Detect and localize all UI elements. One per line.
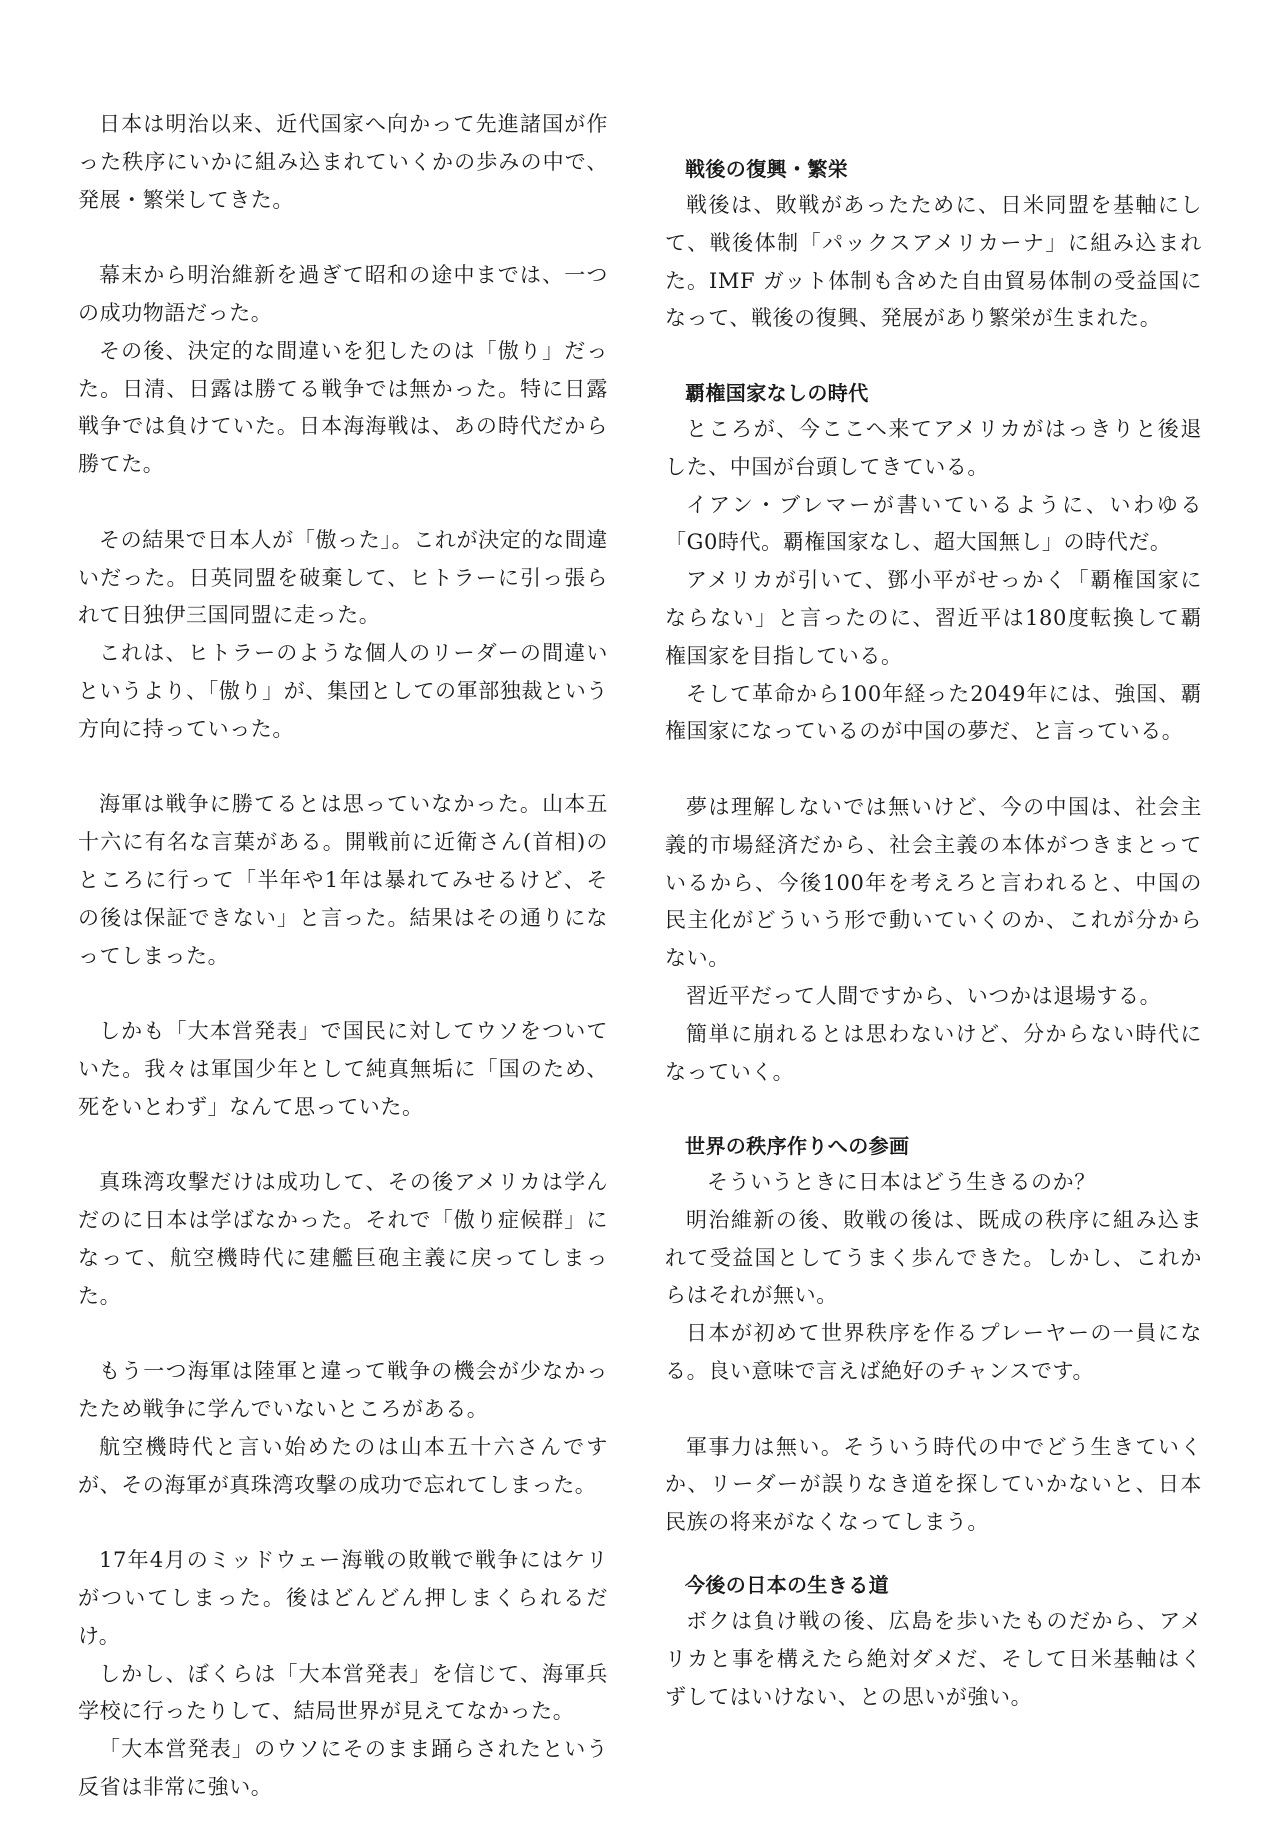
paragraph-gap xyxy=(665,1391,1202,1429)
paragraph: ところが、今ここへ来てアメリカがはっきりと後退した、中国が台頭してきている。 xyxy=(665,417,1202,479)
section-japan-path xyxy=(665,1568,1202,1716)
section-postwar xyxy=(665,152,1202,338)
paragraph: もう一つ海軍は陸軍と違って戦争の機会が少なかったため戦争に学んでいないところがある。 xyxy=(78,1359,608,1422)
paragraph: 日本が初めて世界秩序を作るプレーヤーの一員になる。良い意味で言えば絶好のチャンスです。 xyxy=(665,1321,1202,1383)
section-heading: 今後の日本の生きる道 xyxy=(685,1573,889,1597)
paragraph-gap xyxy=(78,975,608,1013)
paragraph: そういうときに日本はどう生きるのか？ xyxy=(707,1170,1096,1194)
section-world-order xyxy=(665,1129,1202,1542)
paragraph-gap xyxy=(78,219,608,257)
paragraph: 簡単に崩れるとは思わないけど、分からない時代になっていく。 xyxy=(665,1021,1202,1084)
paragraph: 17年4月のミッドウェー海戦の敗戦で戦争にはケリがついてしまった。後はどんどん押しまくられるだけ。 xyxy=(78,1548,608,1648)
paragraph: 幕末から明治維新を過ぎて昭和の途中までは、一つの成功物語だった。 xyxy=(78,263,608,325)
paragraph-gap xyxy=(665,751,1202,789)
section-heading: 世界の秩序作りへの参画 xyxy=(685,1134,910,1158)
paragraph-gap xyxy=(78,1316,608,1354)
paragraph-gap xyxy=(78,749,608,787)
paragraph: 習近平だって人間ですから、いつかは退場する。 xyxy=(686,983,1162,1008)
section-heading: 戦後の復興・繁栄 xyxy=(685,157,849,181)
paragraph: そして革命から100年経った2049年には、強国、覇権国家になっているのが中国の夢だ、と言っている。 xyxy=(665,681,1202,744)
paragraph: 明治維新の後、敗戦の後は、既成の秩序に組み込まれて受益国としてうまく歩んできた。しかし、これからはそれが無い。 xyxy=(665,1207,1202,1308)
paragraph: 戦後は、敗戦があったために、日米同盟を基軸にして、戦後体制「パックスアメリカーナ」に組み込まれた。IMF ガット体制も含めた自由貿易体制の受益国になって、戦後の復興、発展があり繁栄が生まれた。 xyxy=(665,193,1202,331)
section-no-hegemon xyxy=(665,376,1202,1091)
paragraph-gap xyxy=(78,1504,608,1542)
paragraph: しかも「大本営発表」で国民に対してウソをついていた。我々は軍国少年として純真無垢に「国のため、死をいとわず」なんて思っていた。 xyxy=(78,1019,608,1119)
paragraph: ボクは負け戦の後、広島を歩いたものだから、アメリカと事を構えたら絶対ダメだ、そして日米基軸はくずしてはいけない、との思いが強い。 xyxy=(665,1609,1202,1709)
paragraph-gap xyxy=(78,1127,608,1165)
paragraph: アメリカが引いて、鄧小平がせっかく「覇権国家にならない」と言ったのに、習近平は180度転換して覇権国家を目指している。 xyxy=(665,568,1202,668)
paragraph: 日本は明治以来、近代国家へ向かって先進諸国が作った秩序にいかに組み込まれていくかの歩みの中で、発展・繁栄してきた。 xyxy=(78,112,608,212)
paragraph: 海軍は戦争に勝てるとは思っていなかった。山本五十六に有名な言葉がある。開戦前に近衛さん(首相)のところに行って「半年や1年は暴れてみせるけど、その後は保証できない」と言った。結果はその通りになってしまった。 xyxy=(78,792,608,968)
paragraph: しかし、ぼくらは「大本営発表」を信じて、海軍兵学校に行ったりして、結局世界が見えてなかった。 xyxy=(78,1661,608,1724)
paragraph: その後、決定的な間違いを犯したのは「傲り」だった。日清、日露は勝てる戦争では無かった。特に日露戦争では負けていた。日本海海戦は、あの時代だから勝てた。 xyxy=(78,338,608,477)
paragraph: 軍事力は無い。そういう時代の中でどう生きていくか、リーダーが誤りなき道を探していかないと、日本民族の将来がなくなってしまう。 xyxy=(665,1434,1202,1535)
section-heading: 覇権国家なしの時代 xyxy=(685,381,869,405)
paragraph: これは、ヒトラーのような個人のリーダーの間違いというより、「傲り」が、集団としての軍部独裁という方向に持っていった。 xyxy=(78,641,608,741)
paragraph: その結果で日本人が「傲った」。これが決定的な間違いだった。日英同盟を破棄して、ヒトラーに引っ張られて日独伊三国同盟に走った。 xyxy=(78,527,608,628)
left-column xyxy=(78,106,608,1807)
paragraph: 航空機時代と言い始めたのは山本五十六さんですが、その海軍が真珠湾攻撃の成功で忘れてしまった。 xyxy=(78,1434,608,1497)
paragraph: イアン・ブレマーが書いているように、いわゆる「G0時代。覇権国家なし、超大国無し」の時代だ。 xyxy=(665,492,1202,555)
paragraph: 「大本営発表」のウソにそのまま踊らされたという反省は非常に強い。 xyxy=(78,1737,608,1800)
paragraph: 夢は理解しないでは無いけど、今の中国は、社会主義的市場経済だから、社会主義の本体がつきまとっているから、今後100年を考えろと言われると、中国の民主化がどういう形で動いていくのか、これが分からない。 xyxy=(665,794,1202,971)
paragraph-gap xyxy=(78,484,608,522)
paragraph: 真珠湾攻撃だけは成功して、その後アメリカは学んだのに日本は学ばなかった。それで「傲り症候群」になって、航空機時代に建艦巨砲主義に戻ってしまった。 xyxy=(78,1170,608,1308)
